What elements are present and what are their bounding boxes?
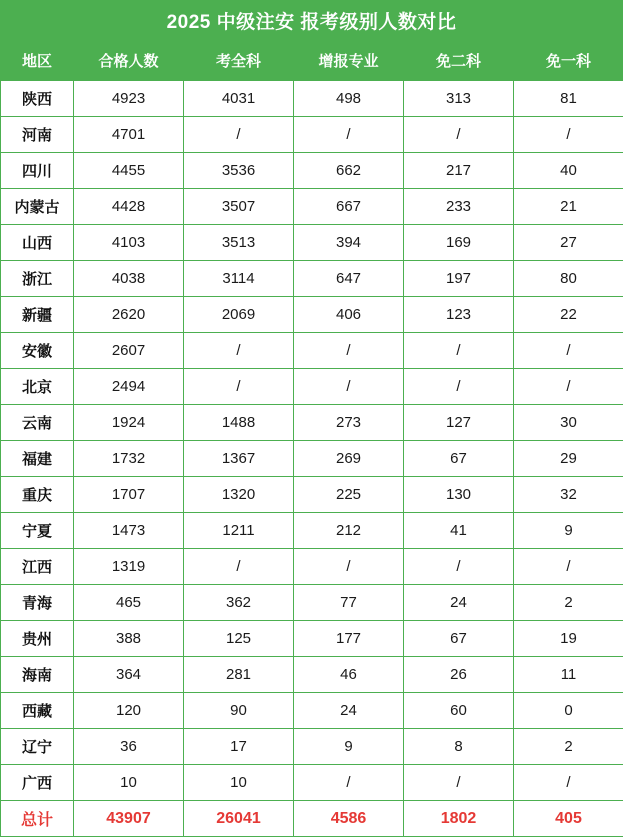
cell-passed: 4038 xyxy=(74,261,184,297)
cell-extra-major: 647 xyxy=(294,261,404,297)
cell-total-extra-major: 4586 xyxy=(294,801,404,837)
cell-exempt-two: 41 xyxy=(404,513,514,549)
cell-extra-major: 406 xyxy=(294,297,404,333)
cell-passed: 1924 xyxy=(74,405,184,441)
cell-all-subjects: 281 xyxy=(184,657,294,693)
cell-all-subjects: 3536 xyxy=(184,153,294,189)
cell-region: 北京 xyxy=(1,369,74,405)
cell-all-subjects: 4031 xyxy=(184,81,294,117)
cell-extra-major: 667 xyxy=(294,189,404,225)
table-row xyxy=(1,441,623,477)
cell-exempt-one: 30 xyxy=(514,405,623,441)
cell-region: 广西 xyxy=(1,765,74,801)
table-row xyxy=(1,189,623,225)
cell-exempt-one: 11 xyxy=(514,657,623,693)
cell-all-subjects: 362 xyxy=(184,585,294,621)
cell-all-subjects: 3513 xyxy=(184,225,294,261)
table-row xyxy=(1,729,623,765)
table-row xyxy=(1,81,623,117)
cell-exempt-two: 233 xyxy=(404,189,514,225)
table-row xyxy=(1,117,623,153)
cell-passed: 10 xyxy=(74,765,184,801)
cell-passed: 465 xyxy=(74,585,184,621)
table-row xyxy=(1,657,623,693)
cell-exempt-two: 67 xyxy=(404,441,514,477)
cell-exempt-one: / xyxy=(514,369,623,405)
cell-passed: 36 xyxy=(74,729,184,765)
cell-passed: 2620 xyxy=(74,297,184,333)
table-row xyxy=(1,153,623,189)
cell-all-subjects: / xyxy=(184,333,294,369)
cell-all-subjects: 1211 xyxy=(184,513,294,549)
cell-region: 浙江 xyxy=(1,261,74,297)
cell-passed: 1319 xyxy=(74,549,184,585)
cell-region: 陕西 xyxy=(1,81,74,117)
table-header-row xyxy=(1,41,623,81)
cell-region: 四川 xyxy=(1,153,74,189)
cell-region: 新疆 xyxy=(1,297,74,333)
table-row xyxy=(1,549,623,585)
cell-region: 内蒙古 xyxy=(1,189,74,225)
cell-region: 贵州 xyxy=(1,621,74,657)
cell-exempt-two: 123 xyxy=(404,297,514,333)
cell-exempt-two: / xyxy=(404,117,514,153)
cell-exempt-one: 81 xyxy=(514,81,623,117)
cell-extra-major: 498 xyxy=(294,81,404,117)
cell-passed: 120 xyxy=(74,693,184,729)
cell-exempt-one: 27 xyxy=(514,225,623,261)
cell-region: 福建 xyxy=(1,441,74,477)
column-header-passed: 合格人数 xyxy=(74,41,184,81)
cell-exempt-one: 21 xyxy=(514,189,623,225)
cell-exempt-two: 67 xyxy=(404,621,514,657)
table-row xyxy=(1,369,623,405)
column-header-exempt-two: 免二科 xyxy=(404,41,514,81)
cell-all-subjects: / xyxy=(184,369,294,405)
cell-passed: 2607 xyxy=(74,333,184,369)
cell-region: 云南 xyxy=(1,405,74,441)
column-header-extra-major: 增报专业 xyxy=(294,41,404,81)
table-row xyxy=(1,585,623,621)
cell-exempt-one: / xyxy=(514,765,623,801)
cell-exempt-two: 26 xyxy=(404,657,514,693)
cell-exempt-two: 169 xyxy=(404,225,514,261)
cell-region: 河南 xyxy=(1,117,74,153)
table-total-row xyxy=(1,801,623,837)
cell-region: 重庆 xyxy=(1,477,74,513)
cell-all-subjects: 17 xyxy=(184,729,294,765)
cell-total-passed: 43907 xyxy=(74,801,184,837)
page-title: 2025 中级注安 报考级别人数对比 xyxy=(0,0,623,40)
cell-extra-major: 212 xyxy=(294,513,404,549)
cell-exempt-one: / xyxy=(514,333,623,369)
cell-total-exempt-two: 1802 xyxy=(404,801,514,837)
cell-extra-major: 273 xyxy=(294,405,404,441)
cell-region: 青海 xyxy=(1,585,74,621)
cell-exempt-one: / xyxy=(514,549,623,585)
cell-all-subjects: 3114 xyxy=(184,261,294,297)
cell-passed: 2494 xyxy=(74,369,184,405)
cell-region: 宁夏 xyxy=(1,513,74,549)
cell-passed: 4455 xyxy=(74,153,184,189)
cell-region: 山西 xyxy=(1,225,74,261)
cell-all-subjects: 1488 xyxy=(184,405,294,441)
cell-all-subjects: 125 xyxy=(184,621,294,657)
cell-extra-major: 177 xyxy=(294,621,404,657)
cell-all-subjects: 10 xyxy=(184,765,294,801)
cell-total-exempt-one: 405 xyxy=(514,801,623,837)
cell-extra-major: / xyxy=(294,765,404,801)
cell-extra-major: 225 xyxy=(294,477,404,513)
cell-exempt-one: 40 xyxy=(514,153,623,189)
cell-region: 辽宁 xyxy=(1,729,74,765)
cell-extra-major: 9 xyxy=(294,729,404,765)
cell-exempt-two: / xyxy=(404,549,514,585)
cell-total-label: 总计 xyxy=(1,801,74,837)
cell-passed: 4103 xyxy=(74,225,184,261)
table-row xyxy=(1,225,623,261)
cell-exempt-one: / xyxy=(514,117,623,153)
cell-exempt-one: 22 xyxy=(514,297,623,333)
cell-all-subjects: 3507 xyxy=(184,189,294,225)
table-row xyxy=(1,693,623,729)
table-row xyxy=(1,765,623,801)
column-header-region: 地区 xyxy=(1,41,74,81)
cell-extra-major: 269 xyxy=(294,441,404,477)
cell-exempt-two: / xyxy=(404,369,514,405)
cell-passed: 4923 xyxy=(74,81,184,117)
cell-exempt-one: 32 xyxy=(514,477,623,513)
table-row xyxy=(1,297,623,333)
column-header-exempt-one: 免一科 xyxy=(514,41,623,81)
cell-exempt-one: 2 xyxy=(514,729,623,765)
cell-passed: 388 xyxy=(74,621,184,657)
comparison-table xyxy=(0,40,623,837)
cell-passed: 4701 xyxy=(74,117,184,153)
cell-region: 江西 xyxy=(1,549,74,585)
cell-passed: 1473 xyxy=(74,513,184,549)
cell-exempt-one: 19 xyxy=(514,621,623,657)
cell-all-subjects: / xyxy=(184,549,294,585)
cell-exempt-one: 29 xyxy=(514,441,623,477)
cell-region: 安徽 xyxy=(1,333,74,369)
cell-exempt-two: 24 xyxy=(404,585,514,621)
cell-extra-major: / xyxy=(294,117,404,153)
cell-extra-major: 394 xyxy=(294,225,404,261)
table-row xyxy=(1,333,623,369)
cell-exempt-two: 60 xyxy=(404,693,514,729)
cell-region: 西藏 xyxy=(1,693,74,729)
cell-exempt-two: 8 xyxy=(404,729,514,765)
cell-exempt-two: / xyxy=(404,765,514,801)
cell-passed: 1732 xyxy=(74,441,184,477)
cell-passed: 4428 xyxy=(74,189,184,225)
table-row xyxy=(1,405,623,441)
cell-exempt-two: / xyxy=(404,333,514,369)
cell-exempt-two: 127 xyxy=(404,405,514,441)
cell-passed: 364 xyxy=(74,657,184,693)
cell-extra-major: 662 xyxy=(294,153,404,189)
table-row xyxy=(1,621,623,657)
cell-region: 海南 xyxy=(1,657,74,693)
cell-extra-major: 46 xyxy=(294,657,404,693)
cell-exempt-one: 0 xyxy=(514,693,623,729)
cell-exempt-two: 130 xyxy=(404,477,514,513)
cell-exempt-one: 9 xyxy=(514,513,623,549)
cell-total-all-subjects: 26041 xyxy=(184,801,294,837)
table-body xyxy=(1,81,623,837)
cell-all-subjects: 90 xyxy=(184,693,294,729)
table-row xyxy=(1,261,623,297)
column-header-all-subjects: 考全科 xyxy=(184,41,294,81)
cell-extra-major: / xyxy=(294,333,404,369)
cell-extra-major: / xyxy=(294,369,404,405)
table-row xyxy=(1,477,623,513)
cell-exempt-two: 313 xyxy=(404,81,514,117)
cell-extra-major: / xyxy=(294,549,404,585)
cell-exempt-one: 2 xyxy=(514,585,623,621)
cell-all-subjects: 2069 xyxy=(184,297,294,333)
cell-passed: 1707 xyxy=(74,477,184,513)
cell-extra-major: 24 xyxy=(294,693,404,729)
cell-extra-major: 77 xyxy=(294,585,404,621)
cell-all-subjects: / xyxy=(184,117,294,153)
cell-exempt-two: 197 xyxy=(404,261,514,297)
cell-all-subjects: 1320 xyxy=(184,477,294,513)
cell-all-subjects: 1367 xyxy=(184,441,294,477)
cell-exempt-one: 80 xyxy=(514,261,623,297)
cell-exempt-two: 217 xyxy=(404,153,514,189)
table-header xyxy=(1,41,623,81)
table-row xyxy=(1,513,623,549)
